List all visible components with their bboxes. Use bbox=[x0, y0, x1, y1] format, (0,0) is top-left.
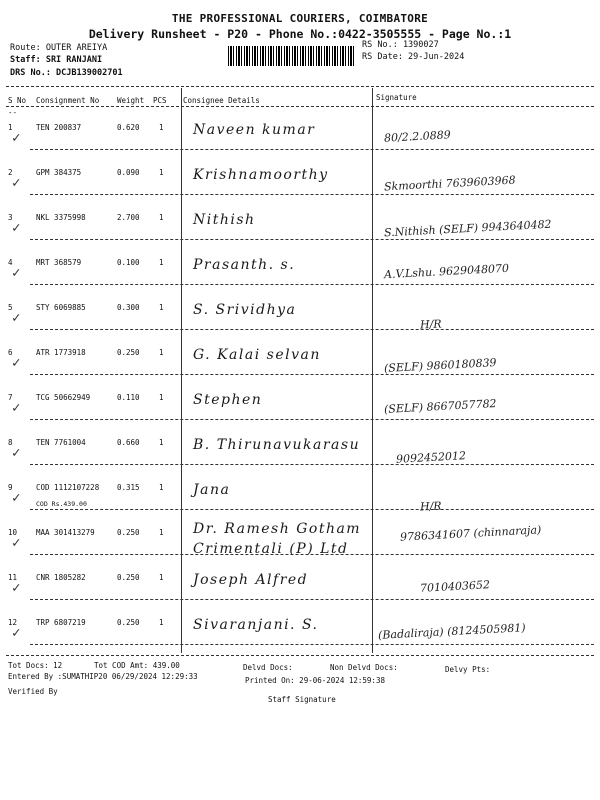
row-divider bbox=[30, 239, 594, 240]
row-signature: 80/2.2.0889 bbox=[383, 128, 451, 145]
staff: Staff: SRI RANJANI bbox=[10, 55, 103, 65]
row-divider bbox=[30, 509, 594, 510]
row-sno: 7 bbox=[8, 393, 13, 402]
row-sno: 11 bbox=[8, 573, 18, 582]
row-signature: (Badaliraja) (8124505981) bbox=[377, 621, 526, 642]
entered-by: Entered By :SUMATHIP20 06/29/2024 12:29:33 bbox=[8, 672, 198, 681]
row-pcs: 1 bbox=[159, 213, 164, 222]
check-mark-icon: ✓ bbox=[12, 130, 21, 146]
footer-divider bbox=[6, 655, 594, 656]
col-sno: S No bbox=[8, 96, 27, 105]
row-divider bbox=[30, 419, 594, 420]
row-divider bbox=[30, 599, 594, 600]
row-pcs: 1 bbox=[159, 123, 164, 132]
col-weight: Weight bbox=[117, 96, 145, 105]
row-divider bbox=[30, 374, 594, 375]
verified-by: Verified By bbox=[8, 687, 58, 696]
row-weight: 2.700 bbox=[117, 213, 140, 222]
row-consignment-no: ATR 1773918 bbox=[36, 348, 86, 357]
consignee-column-rule bbox=[181, 88, 182, 653]
row-signature: 9092452012 bbox=[395, 449, 467, 466]
row-pcs: 1 bbox=[159, 618, 164, 627]
row-consignment-no: TRP 6807219 bbox=[36, 618, 86, 627]
row-consignee-name: S. Srividhya bbox=[193, 302, 297, 318]
row-consignee-name: Jana bbox=[193, 482, 231, 498]
tot-docs: Tot Docs: 12 bbox=[8, 661, 63, 670]
row-consignment-no: NKL 3375998 bbox=[36, 213, 86, 222]
check-mark-icon: ✓ bbox=[12, 445, 21, 461]
check-mark-icon: ✓ bbox=[12, 220, 21, 236]
col-consignee: Consignee Details bbox=[183, 96, 260, 105]
row-consignee-name: Nithish bbox=[193, 212, 256, 228]
row-weight: 0.620 bbox=[117, 123, 140, 132]
row-divider bbox=[30, 554, 594, 555]
check-mark-icon: ✓ bbox=[12, 265, 21, 281]
row-signature: 7010403652 bbox=[419, 578, 491, 595]
rs-date: RS Date: 29-Jun-2024 bbox=[362, 52, 465, 62]
row-consignment-no: MAA 301413279 bbox=[36, 528, 95, 537]
row-sno: 5 bbox=[8, 303, 13, 312]
row-pcs: 1 bbox=[159, 483, 164, 492]
runsheet-title: Delivery Runsheet - P20 - Phone No.:0422-3505555 - Page No.:1 bbox=[88, 27, 512, 41]
row-consignee-name: Prasanth. s. bbox=[193, 257, 296, 273]
row-consignment-no: MRT 368579 bbox=[36, 258, 82, 267]
row-signature: H/R bbox=[419, 317, 442, 332]
row-consignment-no: COD 1112107228 bbox=[36, 483, 100, 492]
row-divider bbox=[30, 329, 594, 330]
row-consignee-name: G. Kalai selvan bbox=[193, 347, 321, 363]
row-sno: 2 bbox=[8, 168, 13, 177]
check-mark-icon: ✓ bbox=[12, 625, 21, 641]
staff-signature: Staff Signature bbox=[268, 695, 336, 704]
row-divider bbox=[30, 194, 594, 195]
row-weight: 0.250 bbox=[117, 528, 140, 537]
route: Route: OUTER AREIYA bbox=[10, 43, 108, 53]
printed-on: Printed On: 29-06-2024 12:59:38 bbox=[245, 676, 385, 685]
row-sno: 10 bbox=[8, 528, 18, 537]
row-consignee-name: Sivaranjani. S. bbox=[193, 617, 319, 633]
row-cod-note: COD Rs.439.00 bbox=[36, 500, 87, 508]
row-weight: 0.300 bbox=[117, 303, 140, 312]
row-pcs: 1 bbox=[159, 348, 164, 357]
row-sno: 1 bbox=[8, 123, 13, 132]
col-signature: Signature bbox=[376, 93, 417, 102]
delvd-docs: Delvd Docs: bbox=[243, 663, 293, 672]
row-weight: 0.315 bbox=[117, 483, 140, 492]
row-sno: 4 bbox=[8, 258, 13, 267]
col-pcs: PCS bbox=[153, 96, 167, 105]
row-consignee-name: Naveen kumar bbox=[193, 122, 316, 138]
row-pcs: 1 bbox=[159, 393, 164, 402]
row-sno: 3 bbox=[8, 213, 13, 222]
sno-dash: -- bbox=[8, 108, 18, 117]
row-weight: 0.250 bbox=[117, 618, 140, 627]
row-signature: Skmoorthi 7639603968 bbox=[383, 173, 516, 194]
row-consignee-name: B. Thirunavukarasu bbox=[193, 437, 361, 453]
row-weight: 0.110 bbox=[117, 393, 140, 402]
row-consignee-name: Joseph Alfred bbox=[193, 572, 309, 588]
row-consignee-name: Krishnamoorthy bbox=[193, 167, 329, 183]
row-signature: H/R bbox=[419, 499, 442, 514]
row-sno: 6 bbox=[8, 348, 13, 357]
row-weight: 0.100 bbox=[117, 258, 140, 267]
barcode bbox=[228, 46, 356, 66]
row-pcs: 1 bbox=[159, 168, 164, 177]
rs-number: RS No.: 1390027 bbox=[362, 40, 439, 50]
row-signature: A.V.Lshu. 9629048070 bbox=[383, 261, 510, 282]
row-consignee-name: Stephen bbox=[193, 392, 263, 408]
row-consignment-no: TEN 200837 bbox=[36, 123, 82, 132]
row-consignment-no: STY 6069885 bbox=[36, 303, 86, 312]
company-name: THE PROFESSIONAL COURIERS, COIMBATORE bbox=[171, 12, 429, 25]
row-consignment-no: CNR 1805282 bbox=[36, 573, 86, 582]
row-pcs: 1 bbox=[159, 438, 164, 447]
row-divider bbox=[30, 644, 594, 645]
row-weight: 0.090 bbox=[117, 168, 140, 177]
check-mark-icon: ✓ bbox=[12, 535, 21, 551]
row-signature: 9786341607 (chinnaraja) bbox=[399, 523, 542, 544]
row-consignee-name: Dr. Ramesh Gotham Crimentali (P) Ltd bbox=[193, 521, 362, 557]
non-delvd-docs: Non Delvd Docs: bbox=[330, 663, 398, 672]
row-pcs: 1 bbox=[159, 303, 164, 312]
row-consignment-no: TCG 50662949 bbox=[36, 393, 91, 402]
row-consignment-no: GPM 384375 bbox=[36, 168, 82, 177]
row-divider bbox=[30, 284, 594, 285]
check-mark-icon: ✓ bbox=[12, 310, 21, 326]
header-divider bbox=[6, 86, 594, 87]
row-weight: 0.660 bbox=[117, 438, 140, 447]
check-mark-icon: ✓ bbox=[12, 400, 21, 416]
drs-number: DRS No.: DCJB139002701 bbox=[10, 68, 123, 78]
row-divider bbox=[30, 149, 594, 150]
check-mark-icon: ✓ bbox=[12, 580, 21, 596]
delvy-pts: Delvy Pts: bbox=[445, 665, 491, 674]
signature-column-rule bbox=[372, 88, 373, 653]
row-consignment-no: TEN 7761004 bbox=[36, 438, 86, 447]
row-sno: 12 bbox=[8, 618, 18, 627]
col-consignment: Consignment No bbox=[36, 96, 100, 105]
check-mark-icon: ✓ bbox=[12, 490, 21, 506]
row-signature: (SELF) 9860180839 bbox=[383, 356, 497, 375]
row-pcs: 1 bbox=[159, 528, 164, 537]
row-divider bbox=[30, 464, 594, 465]
row-signature: S.Nithish (SELF) 9943640482 bbox=[383, 217, 552, 240]
check-mark-icon: ✓ bbox=[12, 175, 21, 191]
check-mark-icon: ✓ bbox=[12, 355, 21, 371]
column-divider bbox=[6, 106, 594, 107]
tot-cod-amt: Tot COD Amt: 439.00 bbox=[94, 661, 180, 670]
row-sno: 9 bbox=[8, 483, 13, 492]
row-pcs: 1 bbox=[159, 258, 164, 267]
row-sno: 8 bbox=[8, 438, 13, 447]
row-signature: (SELF) 8667057782 bbox=[383, 397, 497, 416]
row-weight: 0.250 bbox=[117, 573, 140, 582]
row-weight: 0.250 bbox=[117, 348, 140, 357]
row-pcs: 1 bbox=[159, 573, 164, 582]
